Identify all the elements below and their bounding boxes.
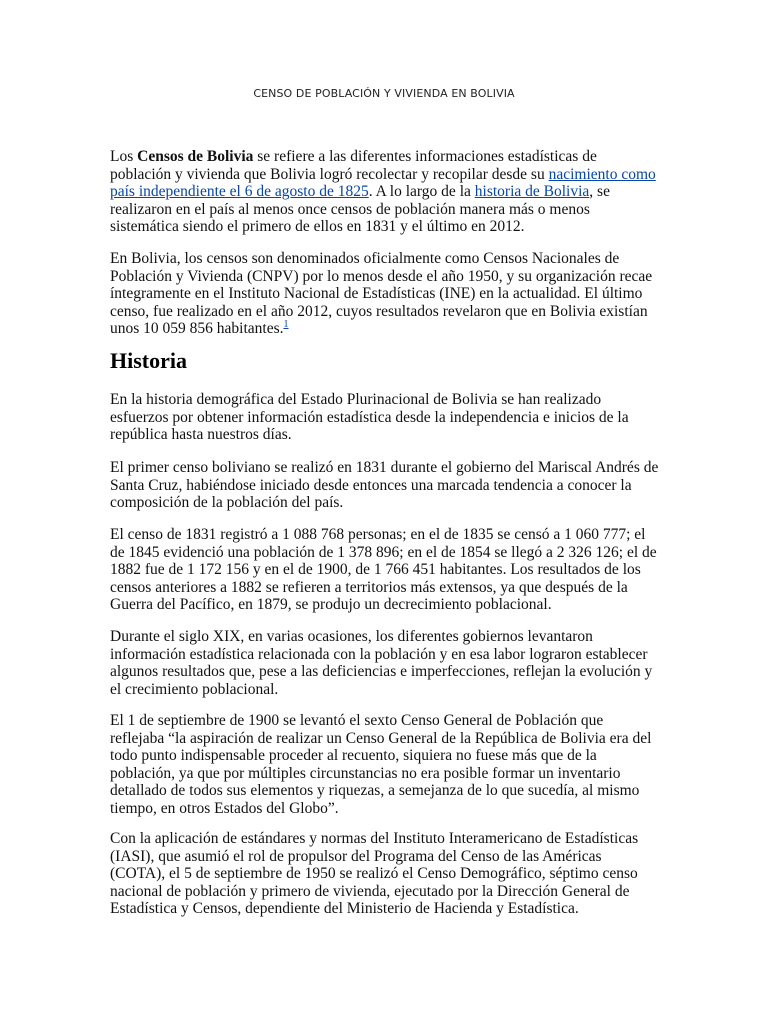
historia-paragraph: Durante el siglo XIX, en varias ocasiones, los diferentes gobiernos levantaron información estadística relacionada con la población y en esa labor lograron establecer algunos resultados que, pese a las deficiencias e imperfecciones, reflejan la evolución y el crecimiento poblacional. (110, 628, 653, 698)
historia-paragraph: Con la aplicación de estándares y normas del Instituto Interamericano de Estadísticas (IASI), que asumió el rol de propulsor del Programa del Censo de las Américas (COTA), el 5 de septiembre de 1950 se realizó el Censo Demográfico, séptimo censo nacional de población y primero de vivienda, ejecutado por la Dirección General de Estadística y Censos, dependiente del Ministerio de Hacienda y Estadística. (110, 830, 639, 918)
document-title: CENSO DE POBLACIÓN Y VIVIENDA EN BOLIVIA (253, 87, 515, 100)
intro-p2-text: En Bolivia, los censos son denominados oficialmente como Censos Nacionales de Población y Vivienda (CNPV) por lo menos desde el año 1950, y su organización recae íntegramente en el Instituto Nacional de Estadísticas (INE) en la actualidad. El último censo, fue realizado en el año 2012, cuyos resultados revelaron que en Bolivia existían unos 10 059 856 habitantes. (110, 250, 653, 338)
intro-text-a: Los (110, 148, 138, 165)
history-of-bolivia-link[interactable]: historia de Bolivia (474, 183, 590, 201)
intro-text-c: . A lo largo de la (368, 183, 475, 201)
footnote-link[interactable]: 1 (283, 319, 289, 331)
historia-heading: Historia (110, 348, 187, 373)
historia-paragraph: El primer censo boliviano se realizó en 1831 durante el gobierno del Mariscal Andrés de Santa Cruz, habiéndose iniciado desde entonces una marcada tendencia a conocer la composición de la población del país. (110, 459, 659, 512)
historia-paragraph: En la historia demográfica del Estado Plurinacional de Bolivia se han realizado esfuerzos por obtener información estadística desde la independencia e inicios de la república hasta nuestros días. (110, 391, 629, 444)
censos-de-bolivia-bold: Censos de Bolivia (137, 148, 254, 165)
historia-paragraph: El 1 de septiembre de 1900 se levantó el sexto Censo General de Población que reflejaba “la aspiración de realizar un Censo General de la República de Bolivia era del todo punto indispensable proceder al recuento, siquiera no fuese más que de la población, ya que por múltiples circunstancias no era posible formar un inventario detallado de todos sus elementos y riquezas, a semejanza de lo que sucedía, al mismo tiempo, en otros Estados del Globo”. (110, 712, 652, 817)
historia-paragraph: El censo de 1831 registró a 1 088 768 personas; en el de 1835 se censó a 1 060 777; el de 1845 evidenció una población de 1 378 896; en el de 1854 se llegó a 2 326 126; el de 1882 fue de 1 172 156 y en el de 1900, de 1 766 451 habitantes. Los resultados de los censos anteriores a 1882 se refieren a territorios más extensos, ya que después de la Guerra del Pacífico, en 1879, se produjo un decrecimiento poblacional. (110, 526, 657, 614)
intro-text-b: se refiere a las diferentes informaciones estadísticas de población y vivienda que Bolivia logró recolectar y recopilar desde su (110, 148, 597, 183)
intro-paragraph-2 (110, 250, 660, 338)
intro-paragraph-1 (110, 148, 660, 236)
intro-text-d: , se realizaron en el país al menos once censos de población manera más o menos sistemática siendo el primero de ellos en 1831 y el último en 2012. (110, 183, 610, 236)
independence-link[interactable]: nacimiento como país independiente el 6 de agosto de 1825 (110, 165, 656, 201)
